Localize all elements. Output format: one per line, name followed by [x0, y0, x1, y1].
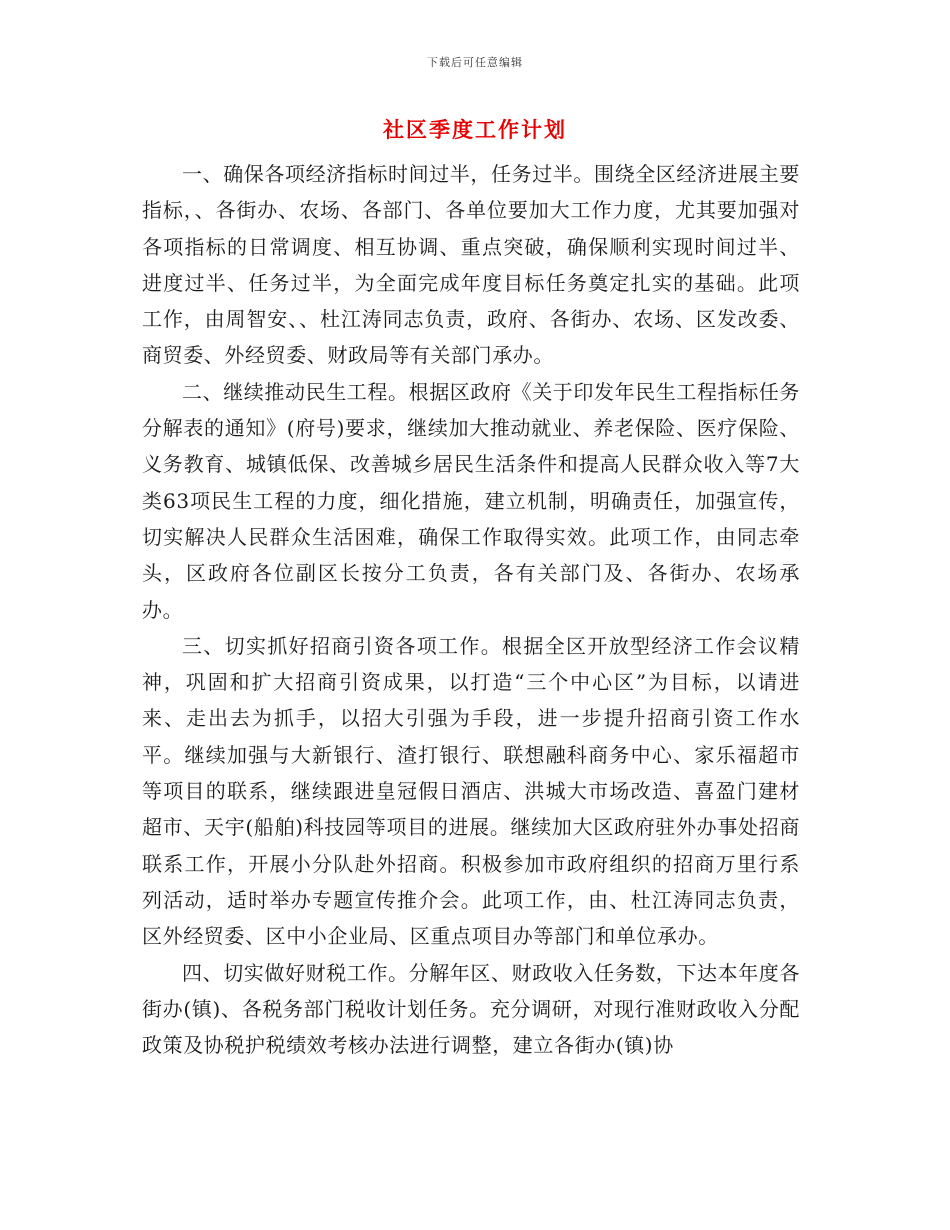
document-title: 社区季度工作计划	[383, 117, 567, 142]
paragraph-2: 二、继续推动民生工程。根据区政府《关于印发年民生工程指标任务分解表的通知》(府号)要求，继续加大推动就业、养老保险、医疗保险、义务教育、城镇低保、改善城乡居民生活条件和提高人民群众收入等7大类63项民生工程的力度，细化措施，建立机制，明确责任，加强宣传，切实解决人民群众生活困难，确保工作取得实效。此项工作，由同志牵头，区政府各位副区长按分工负责，各有关部门及、各街办、农场承办。	[142, 379, 800, 622]
document-body	[142, 156, 800, 1063]
paragraph-3: 三、切实抓好招商引资各项工作。根据全区开放型经济工作会议精神，巩固和扩大招商引资成果，以打造“三个中心区”为目标，以请进来、走出去为抓手，以招大引强为手段，进一步提升招商引资工作水平。继续加强与大新银行、渣打银行、联想融科商务中心、家乐福超市等项目的联系，继续跟进皇冠假日酒店、洪城大市场改造、喜盈门建材超市、天宇(船舶)科技园等项目的进展。继续加大区政府驻外办事处招商联系工作，开展小分队赴外招商。积极参加市政府组织的招商万里行系列活动，适时举办专题宣传推介会。此项工作，由、杜江涛同志负责，区外经贸委、区中小企业局、区重点项目办等部门和单位承办。	[142, 633, 800, 949]
header-note: 下载后可任意编辑	[427, 56, 523, 69]
paragraph-1: 一、确保各项经济指标时间过半，任务过半。围绕全区经济进展主要指标，、各街办、农场、各部门、各单位要加大工作力度，尤其要加强对各项指标的日常调度、相互协调、重点突破，确保顺利实现时间过半、进度过半、任务过半，为全面完成年度目标任务奠定扎实的基础。此项工作，由周智安、、杜江涛同志负责，政府、各街办、农场、区发改委、商贸委、外经贸委、财政局等有关部门承办。	[142, 162, 800, 368]
paragraph-4: 四、切实做好财税工作。分解年区、财政收入任务数，下达本年度各街办(镇)、各税务部门税收计划任务。充分调研，对现行准财政收入分配政策及协税护税绩效考核办法进行调整，建立各街办(镇)协	[142, 960, 800, 1058]
